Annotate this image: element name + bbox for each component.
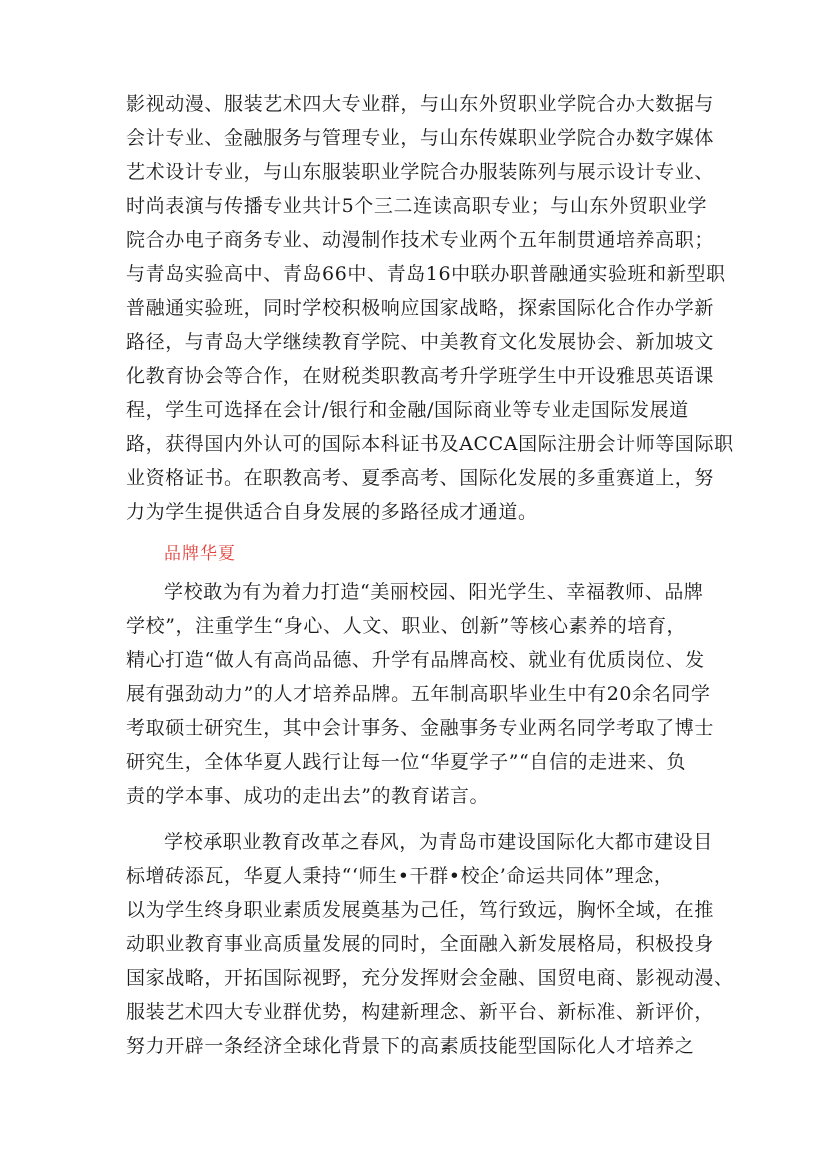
paragraph-line: 院合办电子商务专业、动漫制作技术专业两个五年制贯通培养高职； xyxy=(126,229,715,251)
paragraph-line: 艺术设计专业，与山东服装职业学院合办服装陈列与展示设计专业、 xyxy=(126,161,715,183)
paragraph-line: 动职业教育事业高质量发展的同时，全面融入新发展格局，积极投身 xyxy=(126,933,715,955)
paragraph-line: 力为学生提供适合自身发展的多路径成才通道。 xyxy=(126,501,538,523)
paragraph-line: 化教育协会等合作，在财税类职教高考升学班学生中开设雅思英语课 xyxy=(126,365,715,387)
paragraph-line: 普融通实验班，同时学校积极响应国家战略，探索国际化合作办学新 xyxy=(126,297,715,319)
paragraph-line: 精心打造“做人有高尚品德、升学有品牌高校、就业有优质岗位、发 xyxy=(126,649,705,671)
paragraph-line: 与青岛实验高中、青岛66中、青岛16中联办职普融通实验班和新型职 xyxy=(126,263,726,285)
paragraph-line: 学校敢为有为着力打造“美丽校园、阳光学生、幸福教师、品牌 xyxy=(164,581,704,603)
paragraph-line: 影视动漫、服装艺术四大专业群，与山东外贸职业学院合办大数据与 xyxy=(126,93,715,115)
paragraph-line: 路，获得国内外认可的国际本科证书及ACCA国际注册会计师等国际职 xyxy=(126,433,734,455)
paragraph-line: 学校承职业教育改革之春风，为青岛市建设国际化大都市建设目 xyxy=(164,831,713,853)
paragraph-line: 国家战略，开拓国际视野，充分发挥财会金融、国贸电商、影视动漫、 xyxy=(126,967,734,989)
paragraph-line: 程，学生可选择在会计/银行和金融/国际商业等专业走国际发展道 xyxy=(126,399,689,421)
paragraph-line: 展有强劲动力”的人才培养品牌。五年制高职毕业生中有20余名同学 xyxy=(126,683,711,705)
paragraph-line: 努力开辟一条经济全球化背景下的高素质技能型国际化人才培养之 xyxy=(126,1035,695,1057)
paragraph-line: 考取硕士研究生，其中会计事务、金融事务专业两名同学考取了博士 xyxy=(126,717,715,739)
section-heading: 品牌华夏 xyxy=(164,544,236,564)
paragraph-line: 责的学本事、成功的走出去”的教育诺言。 xyxy=(126,785,490,807)
paragraph-line: 路径，与青岛大学继续教育学院、中美教育文化发展协会、新加坡文 xyxy=(126,331,715,353)
paragraph-line: 以为学生终身职业素质发展奠基为己任，笃行致远，胸怀全域，在推 xyxy=(126,899,715,921)
paragraph-line: 业资格证书。在职教高考、夏季高考、国际化发展的多重赛道上，努 xyxy=(126,467,715,489)
paragraph-line: 服装艺术四大专业群优势，构建新理念、新平台、新标准、新评价， xyxy=(126,1001,715,1023)
paragraph-line: 标增砖添瓦，华夏人秉持“‘师生•干群•校企’命运共同体”理念， xyxy=(126,865,674,887)
paragraph-line: 学校”，注重学生“身心、人文、职业、创新”等核心素养的培育， xyxy=(126,615,687,637)
paragraph-line: 研究生，全体华夏人践行让每一位“华夏学子”“自信的走进来、负 xyxy=(126,751,687,773)
paragraph-line: 时尚表演与传播专业共计5个三二连读高职专业；与山东外贸职业学 xyxy=(126,195,708,217)
paragraph-line: 会计专业、金融服务与管理专业，与山东传媒职业学院合办数字媒体 xyxy=(126,127,715,149)
